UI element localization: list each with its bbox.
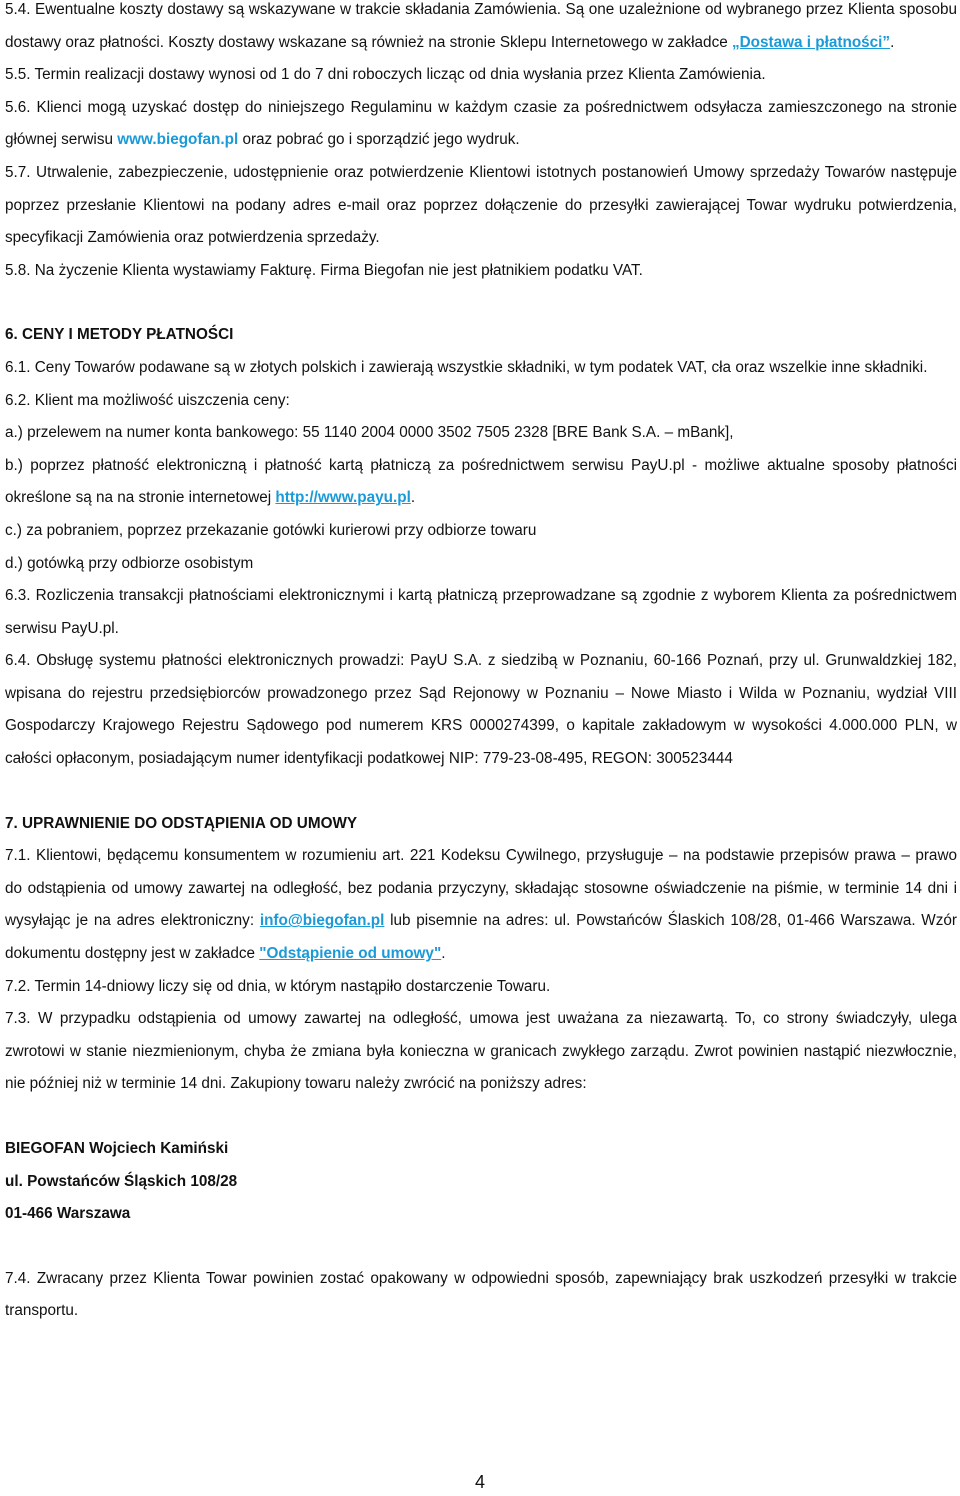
paragraph-7-3: 7.3. W przypadku odstąpienia od umowy zawartej na odległość, umowa jest uważana za niezawartą. To, co strony świadczyły, ulega zwrotowi w stanie niezmienionym, chyba że zmiana była konieczna w granicach zwykłego zarządu. Zwrot powinien nastąpić niezwłocznie, nie później niż w terminie 14 dni. Zakupiony towaru należy zwrócić na poniższy adres: — [5, 1010, 957, 1093]
paragraph-7-1-text: 7.1. Klientowi, będącemu konsumentem w rozumieniu art. 221 Kodeksu Cywilnego, przysługuje – na podstawie przepisów prawa – prawo do odstąpienia od umowy zawartej na odległość, bez podania przyczyny, składając stosowne oświadczenie na piśmie, w terminie 14 dni i wysyłając je na adres elektroniczny: — [5, 847, 957, 930]
paragraph-6-3: 6.3. Rozliczenia transakcji płatnościami elektronicznymi i kartą płatniczą przeprowadzane są zgodnie z wyborem Klienta za pośrednictwem serwisu PayU.pl. — [5, 587, 957, 637]
paragraph-7-1-end: . — [441, 945, 446, 963]
document-content — [5, 0, 957, 1328]
payment-option-b-end: . — [410, 489, 416, 507]
page-number: 4 — [474, 1472, 485, 1492]
spacer — [5, 287, 957, 319]
spacer — [5, 1101, 957, 1133]
paragraph-5-8: 5.8. Na życzenie Klienta wystawiamy Fakturę. Firma Biegofan nie jest płatnikiem podatku VAT. — [5, 261, 643, 279]
paragraph-6-1: 6.1. Ceny Towarów podawane są w złotych polskich i zawierają wszystkie składniki, w tym podatek VAT, cła oraz wszelkie inne składniki. — [5, 358, 928, 376]
payment-option-b-text: b.) poprzez płatność elektroniczną i płatność kartą płatniczą za pośrednictwem serwisu PayU.pl - możliwe aktualne sposoby płatności określone są na na stronie internetowej — [5, 456, 957, 507]
spacer — [5, 1231, 957, 1263]
payment-option-d: d.) gotówką przy odbiorze osobistym — [5, 554, 254, 572]
payment-option-b — [5, 450, 957, 515]
payu-website-link[interactable]: http://www.payu.pl — [275, 489, 411, 507]
spacer — [5, 776, 957, 808]
paragraph-5-6-end: oraz pobrać go i sporządzić jego wydruk. — [238, 131, 520, 149]
paragraph-6-4: 6.4. Obsługę systemu płatności elektronicznych prowadzi: PayU S.A. z siedzibą w Poznaniu, 60-166 Poznań, przy ul. Grunwaldzkiej 182, wpisana do rejestru przedsiębiorców prowadzonego przez Sąd Rejonowy w Poznaniu – Nowe Miasto i Wilda w Poznaniu, wydział VIII Gospodarczy Krajowego Rejestru Sądowego pod numerem KRS 0000274399, o kapitale zakładowym w wysokości 4.000.000 PLN, w całości opłaconym, posiadającym numer identyfikacji podatkowej NIP: 779-23-08-495, REGON: 300523444 — [5, 652, 957, 768]
return-address-city: 01-466 Warszawa — [5, 1205, 131, 1223]
paragraph-5-4 — [5, 0, 957, 59]
paragraph-5-6 — [5, 92, 957, 157]
paragraph-5-6-text: 5.6. Klienci mogą uzyskać dostęp do niniejszego Regulaminu w każdym czasie za pośrednictwem odsyłacza zamieszczonego na stronie głównej serwisu — [5, 98, 957, 149]
paragraph-6-2: 6.2. Klient ma możliwość uiszczenia ceny: — [5, 391, 290, 409]
return-address-company: BIEGOFAN Wojciech Kamiński — [5, 1140, 229, 1157]
paragraph-5-4-end: . — [890, 33, 895, 51]
paragraph-7-1 — [5, 840, 957, 970]
paragraph-7-2: 7.2. Termin 14-dniowy liczy się od dnia, w którym nastąpiło dostarczenie Towaru. — [5, 977, 551, 995]
paragraph-5-5: 5.5. Termin realizacji dostawy wynosi od 1 do 7 dni roboczych licząc od dnia wysłania przez Klienta Zamówienia. — [5, 66, 766, 84]
return-address-street: ul. Powstańców Śląskich 108/28 — [5, 1172, 238, 1190]
biegofan-website-link[interactable]: www.biegofan.pl — [117, 131, 239, 149]
withdrawal-form-link[interactable]: "Odstąpienie od umowy" — [259, 945, 442, 963]
payment-option-a: a.) przelewem na numer konta bankowego: 55 1140 2004 0000 3502 7505 2328 [BRE Bank S.A. – mBank], — [5, 424, 734, 442]
email-link[interactable]: info@biegofan.pl — [259, 912, 385, 930]
paragraph-7-1-middle: lub pisemnie na adres: ul. Powstańców Ślaskich 108/28, 01-466 Warszawa. Wzór dokumentu dostępny jest w zakładce — [5, 912, 957, 963]
section-6-heading: 6. CENY I METODY PŁATNOŚCI — [5, 326, 234, 344]
delivery-and-payment-link[interactable]: „Dostawa i płatności” — [731, 33, 891, 51]
section-7-heading: 7. UPRAWNIENIE DO ODSTĄPIENIA OD UMOWY — [5, 814, 358, 832]
paragraph-7-4: 7.4. Zwracany przez Klienta Towar powinien zostać opakowany w odpowiedni sposób, zapewniający brak uszkodzeń przesyłki w trakcie transportu. — [5, 1269, 957, 1320]
paragraph-5-7: 5.7. Utrwalenie, zabezpieczenie, udostępnienie oraz potwierdzenie Klientowi istotnych postanowień Umowy sprzedaży Towarów następuje poprzez przesłanie Klientowi na podany adres e-mail oraz poprzez dołączenie do przesyłki zawierającej Towar wydruku potwierdzenia, specyfikacji Zamówienia oraz potwierdzenia sprzedaży. — [5, 163, 957, 247]
paragraph-5-4-text: 5.4. Ewentualne koszty dostawy są wskazywane w trakcie składania Zamówienia. Są one uzależnione od wybranego przez Klienta sposobu dostawy oraz płatności. Koszty dostawy wskazane są również na stronie Sklepu Internetowego w zakładce — [5, 1, 957, 51]
payment-option-c: c.) za pobraniem, poprzez przekazanie gotówki kurierowi przy odbiorze towaru — [5, 521, 537, 539]
